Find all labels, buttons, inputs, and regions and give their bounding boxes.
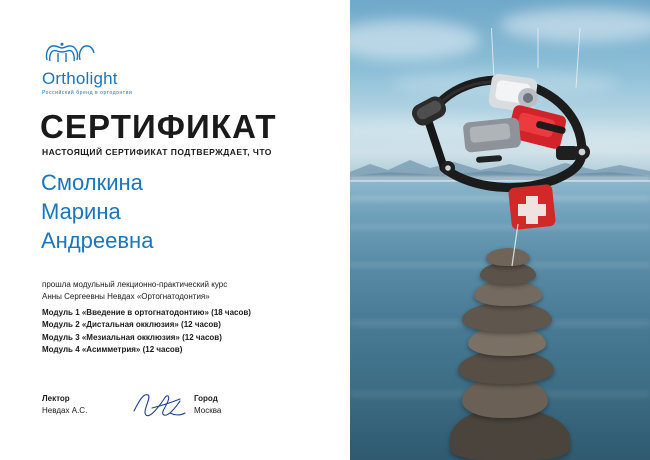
body-line-1: прошла модульный лекционно-практический курс (42, 280, 228, 289)
certificate-subtitle: НАСТОЯЩИЙ СЕРТИФИКАТ ПОДТВЕРЖДАЕТ, ЧТО (42, 147, 272, 157)
lecturer-label: Лектор (42, 394, 70, 403)
stacked-stones-icon (462, 302, 552, 332)
dental-device-icon (368, 28, 630, 278)
body-line-2: Анны Сергеевны Невдах «Ортогнатодонтия» (42, 291, 210, 301)
tooth-logo-icon (44, 42, 96, 68)
city-column (194, 393, 221, 416)
recipient-last-name: Смолкина (41, 170, 143, 195)
brand-tagline: Российский бренд в ортодонтии (42, 90, 133, 96)
city-name: Москва (194, 405, 222, 415)
recipient-name (41, 168, 153, 255)
certificate-body (42, 279, 322, 302)
lecturer-column (42, 393, 87, 416)
recipient-patronymic: Андреевна (41, 228, 154, 253)
module-list (42, 307, 332, 357)
handwritten-signature-icon (130, 389, 190, 423)
page-title: СЕРТИФИКАТ (40, 108, 277, 145)
lecturer-name: Невдах А.С. (42, 405, 88, 415)
balanced-stones-with-orthodontic-device-photo (350, 0, 650, 460)
list-item: Модуль 1 «Введение в ортогнатодонтию» (18 часов) (42, 308, 251, 317)
city-label: Город (194, 394, 218, 403)
recipient-first-name: Марина (41, 199, 121, 224)
list-item: Модуль 3 «Мезиальная окклюзия» (12 часов) (42, 332, 222, 342)
brand-wordmark: Ortholight (42, 69, 118, 88)
list-item: Модуль 2 «Дистальная окклюзия» (12 часов) (42, 320, 221, 330)
list-item: Модуль 4 «Асимметрия» (12 часов) (42, 345, 183, 355)
brand-logo (42, 42, 172, 96)
